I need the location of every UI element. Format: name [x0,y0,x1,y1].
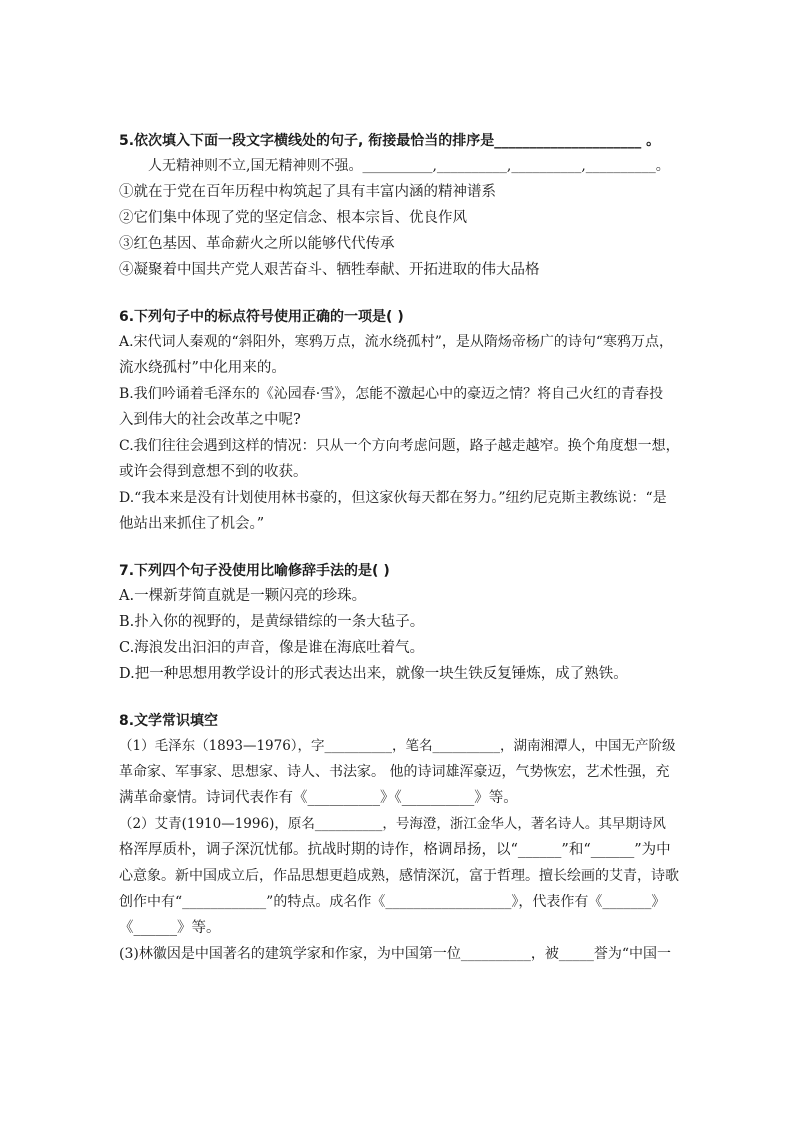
question-8-line-3: 满革命豪情。诗词代表作有《__________》《__________》等。 [119,790,518,806]
question-6-option-d-line-2: 他站出来抓住了机会。” [119,516,265,532]
question-5-option-2: ②它们集中体现了党的坚定信念、根本宗旨、优良作风 [119,210,467,226]
question-6-option-d-line-1: D.“我本来是没有计划使用林书豪的，但这家伙每天都在努力。”纽约尼克斯主教练说：“是 [119,490,667,506]
question-6-option-c-line-2: 或许会得到意想不到的收获。 [119,464,308,480]
question-5-option-4: ④凝聚着中国共产党人艰苦奋斗、牺牲奉献、开拓进取的伟大品格 [119,262,540,278]
question-6-title: 6.下列句子中的标点符号使用正确的一项是( ) [119,309,404,325]
question-8-line-5: 格浑厚质朴，调子深沉忧郁。抗战时期的诗作，格调昂扬，以“______”和“______”为中 [119,842,671,858]
question-6-option-a-line-2: 流水绕孤村”中化用来的。 [119,360,286,376]
question-5-option-3: ③红色基因、革命薪火之所以能够代代传承 [119,236,395,252]
question-7-option-d: D.把一种思想用教学设计的形式表达出来，就像一块生铁反复锤炼，成了熟铁。 [119,666,628,682]
question-7-option-c: C.海浪发出汩汩的声音，像是谁在海底吐着气。 [119,640,425,656]
question-7-title: 7.下列四个句子没使用比喻修辞手法的是( ) [119,563,390,579]
question-5-stem: 人无精神则不立,国无精神则不强。__________,__________,__________,__________。 [148,158,670,174]
question-6 [119,305,681,537]
spacer [119,687,681,709]
question-8-line-9: (3)林徽因是中国著名的建筑学家和作家，为中国第一位__________，被_____誉为“中国一 [119,946,671,962]
question-6-option-c-line-1: C.我们往往会遇到这样的情况：只从一个方向考虑问题，路子越走越窄。换个角度想一想， [119,438,680,454]
question-8-title: 8.文学常识填空 [119,713,219,729]
question-8-line-7: 创作中有“____________”的特点。成名作《__________________》，代表作有《_______》 [119,894,666,910]
question-5-title: 5.依次填入下面一段文字横线处的句子, 衔接最恰当的排序是_____________________ 。 [119,133,661,149]
question-5 [119,129,681,283]
question-6-option-b-line-2: 入到伟大的社会改革之中呢? [119,412,301,428]
question-8-line-1: （1）毛泽东（1893—1976），字__________，笔名__________，湖南湘潭人，中国无产阶级 [119,738,676,754]
question-7 [119,559,681,687]
question-8-line-8: 《______》等。 [119,920,221,936]
question-list [119,129,681,967]
question-8-line-4: （2）艾青(1910—1996)，原名__________，号海澄，浙江金华人，著名诗人。其早期诗风 [119,816,666,832]
question-6-option-b-line-1: B.我们吟诵着毛泽东的《沁园春·雪》，怎能不激起心中的豪迈之情？将自己火红的青春投 [119,386,664,402]
question-5-option-1: ①就在于党在百年历程中构筑起了具有丰富内涵的精神谱系 [119,184,496,200]
spacer [119,537,681,559]
question-6-option-a-line-1: A.宋代词人秦观的“斜阳外，寒鸦万点，流水绕孤村”，是从隋炀帝杨广的诗句“寒鸦万点， [119,334,674,350]
question-8-line-2: 革命家、军事家、思想家、诗人、书法家。 他的诗词雄浑豪迈，气势恢宏，艺术性强，充 [119,764,670,780]
question-8 [119,709,681,967]
question-7-option-b: B.扑入你的视野的，是黄绿错综的一条大毡子。 [119,614,425,630]
question-8-line-6: 心意象。新中国成立后，作品思想更趋成熟，感情深沉，富于哲理。擅长绘画的艾青，诗歌 [119,868,679,884]
spacer [119,283,681,305]
question-7-option-a: A.一棵新芽简直就是一颗闪亮的珍珠。 [119,588,367,604]
